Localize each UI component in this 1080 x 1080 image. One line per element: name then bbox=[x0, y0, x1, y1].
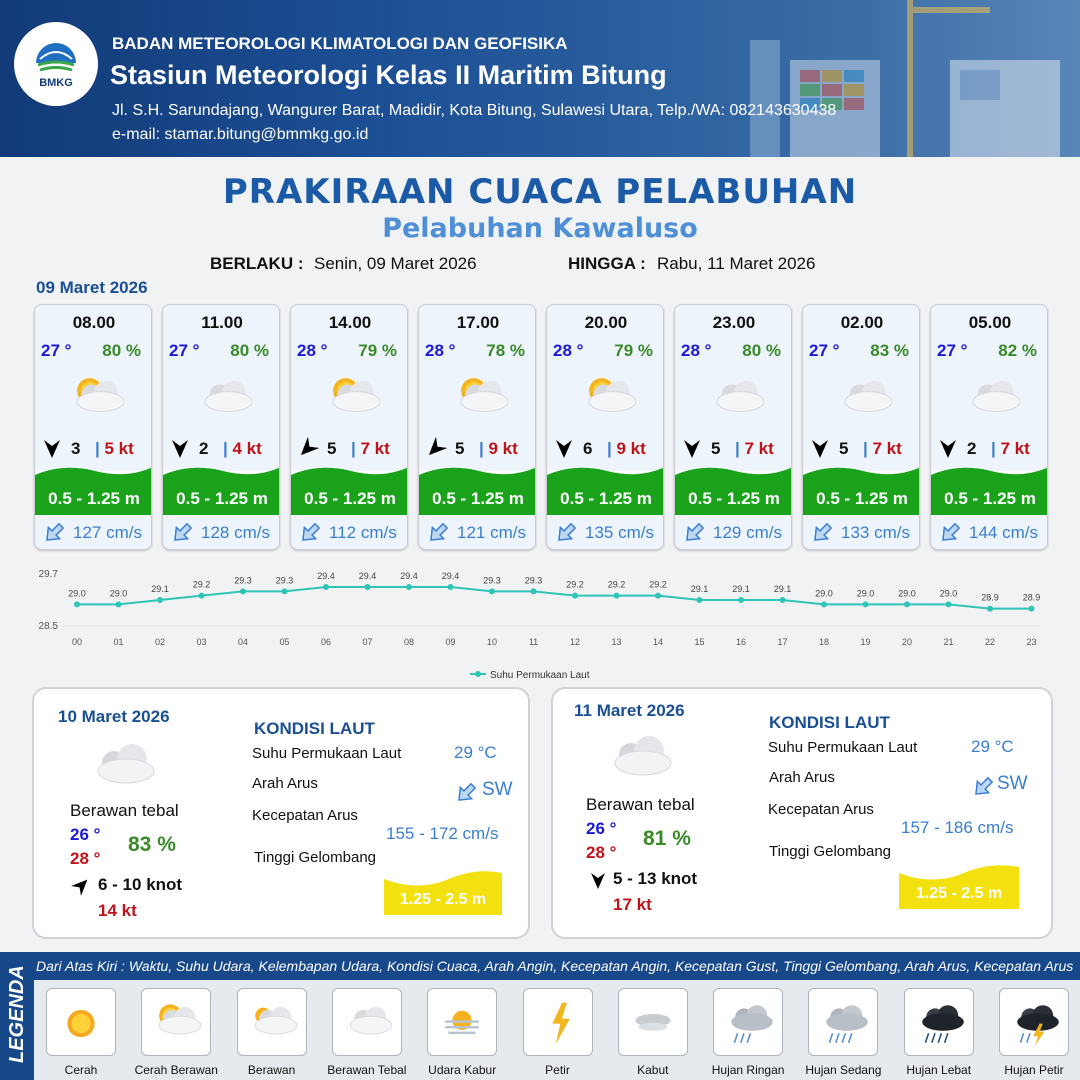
kecepatan-arus-label: Kecepatan Arus bbox=[768, 801, 874, 818]
card-wave-height: 0.5 - 1.25 m bbox=[944, 489, 1036, 508]
x-tick-label: 00 bbox=[71, 637, 83, 647]
wind-arrow-icon bbox=[587, 869, 609, 891]
station-address: Jl. S.H. Sarundajang, Wangurer Barat, Madidir, Kota Bitung, Sulawesi Utara, Telp./WA: 082143630438 bbox=[112, 102, 837, 119]
card-wave-height: 0.5 - 1.25 m bbox=[432, 489, 524, 508]
panel-wind: 5 - 13 knot bbox=[613, 869, 698, 888]
card-current bbox=[163, 515, 280, 550]
sst-data-point bbox=[365, 584, 371, 590]
current-arrow-icon bbox=[41, 521, 67, 545]
card-current-speed: 112 cm/s bbox=[329, 523, 397, 542]
panel-gust: 17 kt bbox=[613, 895, 652, 914]
tinggi-gelombang-value: 1.25 - 2.5 m bbox=[399, 891, 487, 908]
kondisi-laut-title: KONDISI LAUT bbox=[254, 719, 375, 738]
legend-item-berawan bbox=[237, 988, 307, 1056]
card-weather-icon bbox=[189, 371, 259, 425]
panel-gust: 14 kt bbox=[98, 901, 137, 920]
cerah-berawan-icon bbox=[148, 997, 204, 1047]
wind-direction-icon bbox=[295, 436, 321, 460]
sst-data-label: 29.3 bbox=[483, 575, 501, 586]
legend-item-label: Hujan Sedang bbox=[805, 1063, 882, 1077]
card-weather-icon bbox=[829, 371, 899, 425]
sea-surface-temperature-chart bbox=[30, 562, 1050, 687]
legend-item-label: Berawan Tebal bbox=[327, 1063, 407, 1077]
sst-data-label: 29.1 bbox=[151, 584, 169, 594]
sst-data-label: 29.1 bbox=[732, 584, 750, 594]
x-tick-label: 20 bbox=[901, 637, 913, 647]
x-tick-label: 04 bbox=[237, 637, 249, 647]
x-tick-label: 17 bbox=[777, 637, 788, 647]
card-wind-speed: 5 bbox=[455, 439, 465, 458]
hourly-card bbox=[546, 304, 664, 550]
card-humidity: 78 % bbox=[486, 341, 525, 360]
kondisi-laut-title: KONDISI LAUT bbox=[769, 713, 890, 732]
card-current bbox=[803, 515, 920, 550]
legend-item-label: Petir bbox=[545, 1063, 570, 1077]
card-wave-height: 0.5 - 1.25 m bbox=[48, 489, 140, 508]
legend-description: Dari Atas Kiri : Waktu, Suhu Udara, Kelembapan Udara, Kondisi Cuaca, Arah Angin, Kecepatan Angin, Kecepatan Gust, Tinggi Gelombang, Arah Arus, Kecepatan Arus bbox=[36, 958, 1074, 974]
current-arrow-icon bbox=[809, 521, 835, 545]
valid-from-value: Senin, 09 Maret 2026 bbox=[314, 254, 477, 273]
sst-label: Suhu Permukaan Laut bbox=[252, 745, 402, 762]
x-tick-label: 22 bbox=[984, 637, 996, 647]
sst-data-point bbox=[157, 597, 163, 603]
card-wind-speed: 5 bbox=[711, 439, 721, 458]
sst-series-line bbox=[77, 587, 1032, 609]
card-time: 17.00 bbox=[456, 313, 500, 332]
sst-data-point bbox=[406, 584, 412, 590]
legend-title: LEGENDA bbox=[6, 965, 28, 1063]
hujan-sedang-icon bbox=[815, 997, 871, 1047]
station-email[interactable]: e-mail: stamar.bitung@bmmkg.go.id bbox=[112, 126, 369, 143]
sst-data-point bbox=[199, 593, 205, 599]
cerah-berawan-icon bbox=[317, 371, 387, 425]
x-tick-label: 12 bbox=[569, 637, 581, 647]
card-gust: | 9 kt bbox=[607, 439, 646, 458]
hujan-lebat-icon bbox=[911, 997, 967, 1047]
hujan-petir-icon bbox=[1006, 997, 1062, 1047]
legend-item-cerah-berawan bbox=[141, 988, 211, 1056]
legend-item-label: Kabut bbox=[637, 1063, 669, 1077]
arah-arus-value: SW bbox=[482, 779, 513, 800]
card-weather-icon bbox=[957, 371, 1027, 425]
card-current-speed: 144 cm/s bbox=[969, 523, 1038, 542]
card-wave-height: 0.5 - 1.25 m bbox=[304, 489, 396, 508]
tinggi-gelombang-value: 1.25 - 2.5 m bbox=[915, 885, 1003, 902]
arah-arus-label: Arah Arus bbox=[769, 769, 835, 786]
panel-condition: Berawan tebal bbox=[70, 801, 179, 820]
sst-data-point bbox=[614, 593, 620, 599]
panel-condition: Berawan tebal bbox=[586, 795, 695, 814]
card-gust-value: 7 kt bbox=[1000, 439, 1030, 458]
sst-data-label: 28.9 bbox=[1022, 592, 1041, 603]
card-gust: | 5 kt bbox=[95, 439, 134, 458]
sst-data-point bbox=[240, 588, 246, 594]
sst-data-point bbox=[904, 601, 910, 607]
day-panel-10 bbox=[32, 687, 530, 939]
wind-direction-icon bbox=[167, 436, 193, 460]
legend-item-label: Hujan Petir bbox=[1004, 1063, 1064, 1077]
legend-item-hujan-petir bbox=[999, 988, 1069, 1056]
panel-wind: 6 - 10 knot bbox=[98, 875, 183, 894]
card-current-speed: 135 cm/s bbox=[585, 523, 654, 542]
current-arrow-icon bbox=[681, 521, 707, 545]
card-temperature: 27 ° bbox=[169, 341, 200, 360]
kecepatan-arus-value: 157 - 186 cm/s bbox=[901, 818, 1014, 837]
chart-legend-label: Suhu Permukaan Laut bbox=[490, 670, 590, 681]
sst-data-point bbox=[572, 593, 578, 599]
card-wave-height: 0.5 - 1.25 m bbox=[176, 489, 268, 508]
hourly-card bbox=[162, 304, 280, 550]
card-current bbox=[419, 515, 536, 550]
card-current bbox=[675, 515, 792, 550]
card-current bbox=[931, 515, 1048, 550]
legend-item-kabut bbox=[618, 988, 688, 1056]
card-current-speed: 128 cm/s bbox=[201, 523, 270, 542]
bmkg-emblem-icon bbox=[32, 39, 80, 75]
sst-data-label: 29.1 bbox=[773, 584, 792, 594]
hourly-card bbox=[674, 304, 792, 550]
sst-data-label: 29.0 bbox=[856, 588, 875, 599]
legend-point-marker bbox=[475, 671, 481, 677]
card-gust-value: 4 kt bbox=[232, 439, 262, 458]
current-arrow-icon bbox=[969, 775, 997, 799]
sst-data-label: 29.0 bbox=[109, 588, 128, 599]
day1-date: 09 Maret 2026 bbox=[36, 278, 148, 297]
card-weather-icon bbox=[445, 371, 515, 425]
station-name: Stasiun Meteorologi Kelas II Maritim Bitung bbox=[110, 60, 667, 90]
berawan-tebal-icon bbox=[339, 997, 395, 1047]
x-tick-label: 05 bbox=[279, 637, 290, 647]
card-temperature: 28 ° bbox=[425, 341, 456, 360]
legend-item-label: Hujan Ringan bbox=[711, 1063, 785, 1077]
arah-arus-label: Arah Arus bbox=[252, 775, 318, 792]
card-gust-value: 7 kt bbox=[872, 439, 902, 458]
card-gust: | 7 kt bbox=[351, 439, 390, 458]
card-time: 02.00 bbox=[840, 313, 884, 332]
cerah-icon bbox=[53, 997, 109, 1047]
x-tick-label: 06 bbox=[320, 637, 332, 647]
cerah-berawan-icon bbox=[445, 371, 515, 425]
tinggi-gelombang-label: Tinggi Gelombang bbox=[254, 849, 377, 866]
sst-data-point bbox=[74, 601, 80, 607]
legend-item-udara-kabur bbox=[427, 988, 497, 1056]
card-wind-speed: 5 bbox=[327, 439, 337, 458]
legend-side-label bbox=[0, 952, 32, 1080]
card-gust: | 7 kt bbox=[863, 439, 902, 458]
legend-item-label: Udara Kabur bbox=[428, 1063, 497, 1077]
card-current bbox=[291, 515, 408, 550]
card-humidity: 82 % bbox=[998, 341, 1037, 360]
sst-label: Suhu Permukaan Laut bbox=[768, 739, 918, 756]
card-wave-height: 0.5 - 1.25 m bbox=[816, 489, 908, 508]
sst-data-point bbox=[821, 601, 827, 607]
sst-data-point bbox=[448, 584, 454, 590]
current-arrow-icon bbox=[425, 521, 451, 545]
card-humidity: 80 % bbox=[230, 341, 269, 360]
sst-data-label: 29.2 bbox=[649, 579, 667, 590]
sst-data-point bbox=[282, 588, 288, 594]
sst-data-label: 29.3 bbox=[275, 575, 294, 586]
card-wave-height: 0.5 - 1.25 m bbox=[560, 489, 652, 508]
sst-data-point bbox=[531, 588, 537, 594]
sst-data-point bbox=[946, 601, 952, 607]
sst-data-label: 29.0 bbox=[939, 588, 958, 599]
hourly-card bbox=[418, 304, 536, 550]
sst-data-label: 29.3 bbox=[234, 575, 252, 586]
y-tick-min: 28.5 bbox=[38, 621, 58, 632]
card-current bbox=[547, 515, 664, 550]
sst-data-point bbox=[323, 584, 329, 590]
legend-item-petir bbox=[523, 988, 593, 1056]
card-gust: | 7 kt bbox=[991, 439, 1030, 458]
card-current-speed: 127 cm/s bbox=[73, 523, 142, 542]
port-illustration bbox=[660, 0, 1080, 157]
wind-direction-icon bbox=[807, 436, 833, 460]
hourly-card bbox=[930, 304, 1048, 550]
y-tick-max: 29.7 bbox=[38, 569, 58, 580]
card-humidity: 79 % bbox=[614, 341, 653, 360]
panel-tmax: 28 ° bbox=[586, 843, 617, 862]
card-gust-value: 7 kt bbox=[744, 439, 774, 458]
card-humidity: 83 % bbox=[870, 341, 909, 360]
sst-value: 29 °C bbox=[971, 737, 1014, 756]
x-tick-label: 07 bbox=[362, 637, 373, 647]
x-tick-label: 14 bbox=[652, 637, 664, 647]
legend-item-cerah bbox=[46, 988, 116, 1056]
valid-to-label: HINGGA : bbox=[568, 254, 646, 273]
petir-icon bbox=[530, 997, 586, 1047]
legend-item-berawan-tebal bbox=[332, 988, 402, 1056]
current-arrow-icon bbox=[169, 521, 195, 545]
wind-direction-icon bbox=[423, 436, 449, 460]
card-wind-speed: 3 bbox=[71, 439, 81, 458]
legend-item-label: Cerah bbox=[64, 1063, 98, 1077]
card-time: 23.00 bbox=[712, 313, 756, 332]
panel-tmin: 26 ° bbox=[586, 819, 617, 838]
x-tick-label: 11 bbox=[528, 637, 539, 647]
card-temperature: 27 ° bbox=[41, 341, 72, 360]
arah-arus-value: SW bbox=[997, 773, 1028, 794]
sst-data-label: 29.0 bbox=[898, 588, 916, 599]
panel-tmin: 26 ° bbox=[70, 825, 101, 844]
card-humidity: 79 % bbox=[358, 341, 397, 360]
sst-data-label: 29.4 bbox=[317, 571, 335, 581]
sst-data-point bbox=[1029, 606, 1035, 612]
card-temperature: 28 ° bbox=[681, 341, 712, 360]
org-name: BADAN METEOROLOGI KLIMATOLOGI DAN GEOFISIKA bbox=[112, 34, 568, 53]
berawan-tebal-icon bbox=[957, 371, 1027, 425]
sst-data-label: 29.0 bbox=[68, 588, 86, 599]
wind-arrow-icon bbox=[70, 875, 92, 897]
legend-item-hujan-ringan bbox=[713, 988, 783, 1056]
berawan-tebal-icon bbox=[189, 371, 259, 425]
udara-kabur-icon bbox=[434, 997, 490, 1047]
card-current bbox=[35, 515, 152, 550]
wind-direction-icon bbox=[679, 436, 705, 460]
current-arrow-icon bbox=[452, 781, 480, 805]
x-tick-label: 13 bbox=[611, 637, 622, 647]
sst-data-point bbox=[738, 597, 744, 603]
panel-date: 10 Maret 2026 bbox=[58, 707, 170, 726]
card-temperature: 27 ° bbox=[809, 341, 840, 360]
sst-data-label: 29.2 bbox=[566, 579, 584, 590]
card-wind-speed: 2 bbox=[199, 439, 209, 458]
panel-tmax: 28 ° bbox=[70, 849, 101, 868]
card-wind-speed: 5 bbox=[839, 439, 849, 458]
panel-humidity: 81 % bbox=[643, 827, 691, 850]
sst-data-point bbox=[655, 593, 661, 599]
card-time: 08.00 bbox=[72, 313, 116, 332]
card-gust-value: 5 kt bbox=[104, 439, 134, 458]
berawan-tebal-icon bbox=[90, 741, 160, 791]
panel-date: 11 Maret 2026 bbox=[574, 701, 685, 720]
card-gust-value: 9 kt bbox=[488, 439, 518, 458]
card-wave-height: 0.5 - 1.25 m bbox=[688, 489, 780, 508]
logo-text: BMKG bbox=[39, 77, 73, 89]
x-tick-label: 21 bbox=[943, 637, 954, 647]
x-tick-label: 23 bbox=[1026, 637, 1037, 647]
x-tick-label: 08 bbox=[403, 637, 415, 647]
x-tick-label: 01 bbox=[113, 637, 124, 647]
x-tick-label: 18 bbox=[818, 637, 830, 647]
card-weather-icon bbox=[317, 371, 387, 425]
card-humidity: 80 % bbox=[742, 341, 781, 360]
valid-to-value: Rabu, 11 Maret 2026 bbox=[657, 254, 816, 273]
kecepatan-arus-label: Kecepatan Arus bbox=[252, 807, 358, 824]
card-current-speed: 129 cm/s bbox=[713, 523, 782, 542]
wind-direction-icon bbox=[935, 436, 961, 460]
hujan-ringan-icon bbox=[720, 997, 776, 1047]
card-time: 05.00 bbox=[968, 313, 1012, 332]
berawan-icon bbox=[244, 997, 300, 1047]
card-temperature: 28 ° bbox=[553, 341, 584, 360]
hourly-card bbox=[290, 304, 408, 550]
legend-item-hujan-lebat bbox=[904, 988, 974, 1056]
card-time: 11.00 bbox=[201, 313, 243, 332]
card-wind-speed: 2 bbox=[967, 439, 977, 458]
berawan-tebal-icon bbox=[607, 733, 677, 783]
legend-item-hujan-sedang bbox=[808, 988, 878, 1056]
card-current-speed: 121 cm/s bbox=[457, 523, 526, 542]
wind-direction-icon bbox=[551, 436, 577, 460]
card-weather-icon bbox=[61, 371, 131, 425]
sst-data-label: 29.4 bbox=[441, 571, 460, 581]
sst-data-point bbox=[987, 606, 993, 612]
x-tick-label: 16 bbox=[735, 637, 747, 647]
sst-data-label: 29.2 bbox=[607, 579, 626, 590]
header-banner bbox=[0, 0, 1080, 157]
sst-data-label: 29.2 bbox=[192, 579, 211, 590]
x-tick-label: 03 bbox=[196, 637, 207, 647]
card-weather-icon bbox=[573, 371, 643, 425]
sst-data-label: 29.0 bbox=[815, 588, 833, 599]
card-temperature: 28 ° bbox=[297, 341, 328, 360]
port-name: Pelabuhan Kawaluso bbox=[382, 213, 698, 244]
cerah-berawan-icon bbox=[61, 371, 131, 425]
x-tick-label: 09 bbox=[445, 637, 456, 647]
sst-data-point bbox=[780, 597, 786, 603]
berawan-tebal-icon bbox=[829, 371, 899, 425]
sst-data-point bbox=[489, 588, 495, 594]
legend-item-label: Hujan Lebat bbox=[906, 1063, 972, 1077]
x-tick-label: 10 bbox=[486, 637, 498, 647]
card-temperature: 27 ° bbox=[937, 341, 968, 360]
current-arrow-icon bbox=[297, 521, 323, 545]
card-gust-value: 9 kt bbox=[616, 439, 646, 458]
legend-item-label: Berawan bbox=[247, 1063, 296, 1077]
valid-from-label: BERLAKU : bbox=[210, 254, 304, 273]
current-arrow-icon bbox=[553, 521, 579, 545]
panel-humidity: 83 % bbox=[128, 833, 176, 856]
sst-data-point bbox=[697, 597, 703, 603]
sst-data-label: 29.3 bbox=[524, 575, 543, 586]
card-wind-speed: 6 bbox=[583, 439, 593, 458]
bmkg-logo bbox=[14, 22, 98, 106]
day-panel-11 bbox=[551, 687, 1053, 939]
page-title: PRAKIRAAN CUACA PELABUHAN bbox=[222, 172, 858, 212]
sst-value: 29 °C bbox=[454, 743, 497, 762]
sst-data-label: 29.1 bbox=[690, 584, 709, 594]
tinggi-gelombang-label: Tinggi Gelombang bbox=[769, 843, 892, 860]
card-gust: | 9 kt bbox=[479, 439, 518, 458]
kecepatan-arus-value: 155 - 172 cm/s bbox=[386, 824, 499, 843]
card-time: 20.00 bbox=[584, 313, 628, 332]
x-tick-label: 19 bbox=[860, 637, 871, 647]
x-tick-label: 15 bbox=[694, 637, 705, 647]
sst-data-point bbox=[863, 601, 869, 607]
sst-data-label: 29.4 bbox=[400, 571, 418, 581]
hourly-card bbox=[802, 304, 920, 550]
sst-data-point bbox=[116, 601, 122, 607]
card-time: 14.00 bbox=[328, 313, 372, 332]
card-gust-value: 7 kt bbox=[360, 439, 390, 458]
legend-item-label: Cerah Berawan bbox=[134, 1063, 218, 1077]
kabut-icon bbox=[625, 997, 681, 1047]
sst-data-label: 28.9 bbox=[981, 592, 999, 603]
card-humidity: 80 % bbox=[102, 341, 141, 360]
x-tick-label: 02 bbox=[154, 637, 166, 647]
wind-direction-icon bbox=[39, 436, 65, 460]
card-gust: | 4 kt bbox=[223, 439, 262, 458]
card-weather-icon bbox=[701, 371, 771, 425]
berawan-tebal-icon bbox=[701, 371, 771, 425]
card-gust: | 7 kt bbox=[735, 439, 774, 458]
card-current-speed: 133 cm/s bbox=[841, 523, 910, 542]
sst-data-label: 29.4 bbox=[358, 571, 377, 581]
current-arrow-icon bbox=[937, 521, 963, 545]
hourly-card bbox=[34, 304, 152, 550]
cerah-berawan-icon bbox=[573, 371, 643, 425]
